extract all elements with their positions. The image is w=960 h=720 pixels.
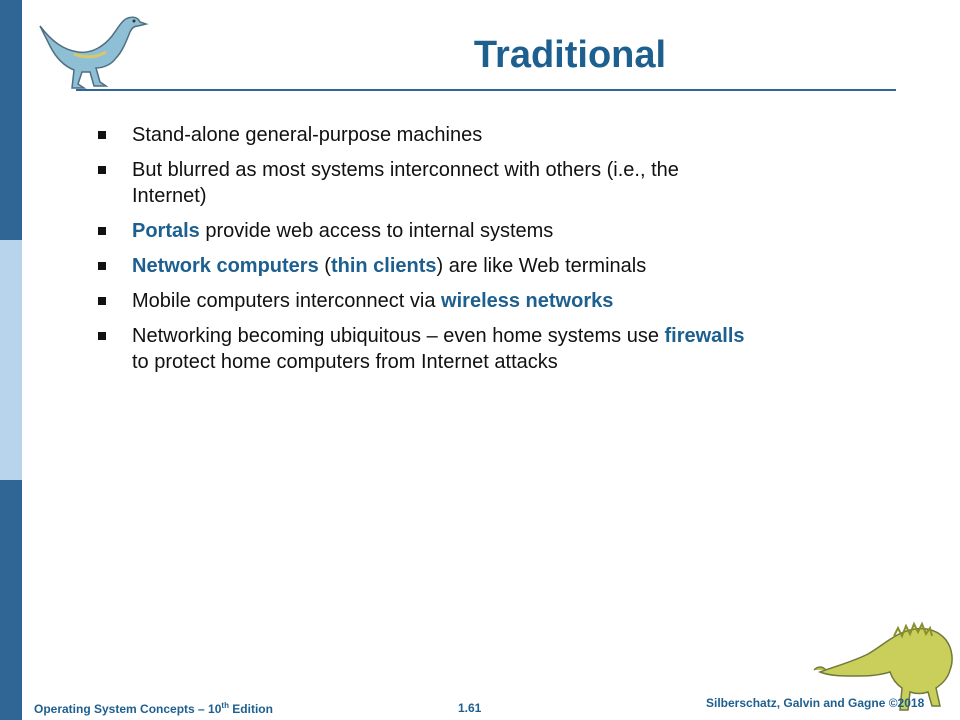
- highlighted-term: firewalls: [664, 325, 745, 347]
- sidebar-top-band: [0, 0, 22, 240]
- square-bullet-icon: [98, 297, 106, 305]
- square-bullet-icon: [98, 131, 106, 139]
- highlighted-term: wireless networks: [441, 290, 614, 312]
- footer-book-sup: th: [221, 701, 229, 710]
- bullet-text: Networking becoming ubiquitous – even home systems use: [132, 325, 665, 347]
- bullet-item: [96, 218, 756, 244]
- bullet-text: ) are like Web terminals: [436, 255, 647, 277]
- bullet-text: But blurred as most systems interconnect with others (i.e., the Internet): [132, 159, 679, 207]
- title-divider: [76, 89, 896, 91]
- bullet-item: [96, 253, 756, 279]
- sidebar-bottom-band: [0, 480, 22, 720]
- footer-book-suffix: Edition: [228, 702, 273, 716]
- square-bullet-icon: [98, 332, 106, 340]
- dinosaur-icon: [34, 6, 150, 90]
- bullet-text: to protect home computers from Internet attacks: [132, 351, 558, 373]
- bullet-item: [96, 323, 756, 375]
- bullet-item: [96, 122, 756, 148]
- footer-book-prefix: Operating System Concepts – 10: [34, 702, 222, 716]
- bullet-text: (: [318, 255, 331, 277]
- highlighted-term: Network computers: [132, 255, 319, 277]
- sidebar-middle-band: [0, 240, 22, 480]
- bullet-text: provide web access to internal systems: [199, 220, 554, 242]
- bullet-item: [96, 157, 756, 209]
- square-bullet-icon: [98, 227, 106, 235]
- footer-copyright: Silberschatz, Galvin and Gagne ©2018: [706, 696, 925, 710]
- square-bullet-icon: [98, 166, 106, 174]
- slide-title: Traditional: [473, 34, 667, 76]
- highlighted-term: thin clients: [330, 255, 437, 277]
- square-bullet-icon: [98, 262, 106, 270]
- footer-book-title: [34, 701, 273, 716]
- highlighted-term: Portals: [132, 220, 200, 242]
- bullet-list: [96, 122, 756, 384]
- page-number: 1.61: [458, 701, 482, 715]
- bullet-text: Mobile computers interconnect via: [132, 290, 442, 312]
- bullet-text: Stand-alone general-purpose machines: [132, 124, 483, 146]
- bullet-item: [96, 288, 756, 314]
